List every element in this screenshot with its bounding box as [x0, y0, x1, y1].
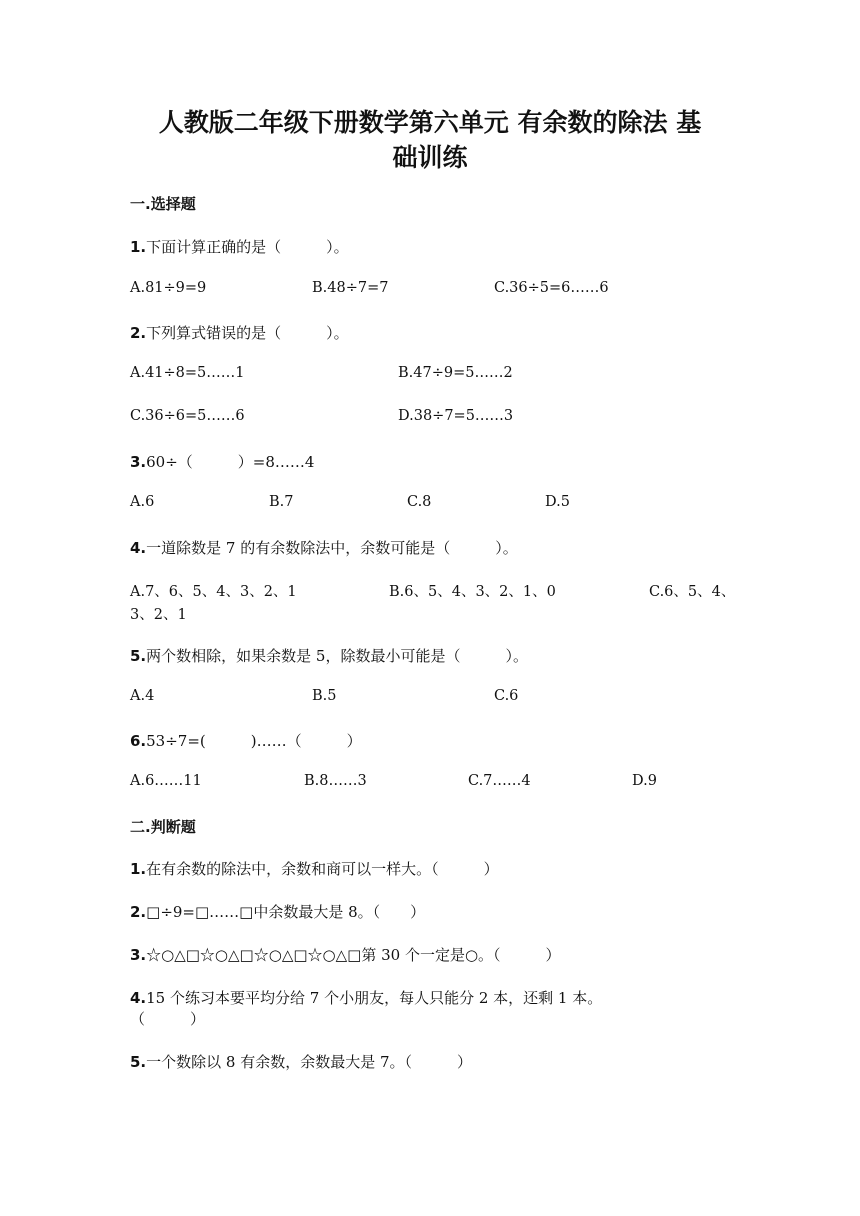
question-number: 3. — [130, 946, 147, 964]
option-a: A.6 — [130, 494, 155, 510]
option-a: A.7、6、5、4、3、2、1 — [130, 584, 297, 600]
option-d: D.5 — [545, 494, 570, 510]
section-heading-choice: 一.选择题 — [130, 195, 196, 213]
option-b: B.6、5、4、3、2、1、0 — [389, 584, 556, 600]
question-3 — [130, 451, 314, 472]
option-c: C.6、5、4、 — [649, 584, 736, 600]
judgment-2 — [130, 901, 425, 922]
question-number: 5. — [130, 1053, 147, 1071]
option-a: A.6……11 — [130, 773, 202, 789]
question-number: 1. — [130, 860, 147, 878]
question-text: 一个数除以 8 有余数，余数最大是 7。（ ） — [146, 1053, 473, 1071]
question-text: 15 个练习本要平均分给 7 个小朋友，每人只能分 2 本，还剩 1 本。 — [146, 989, 603, 1007]
question-text: 两个数相除，如果余数是 5，除数最小可能是（ ）。 — [146, 647, 528, 665]
judgment-4-answer-blank: （ ） — [130, 1010, 206, 1028]
judgment-4 — [130, 987, 602, 1008]
question-text: ☆○△□☆○△□☆○△□☆○△□第 30 个一定是○。（ ） — [146, 946, 561, 964]
question-number: 4. — [130, 989, 147, 1007]
question-text: □÷9=□……□中余数最大是 8。（ ） — [146, 903, 426, 921]
question-5 — [130, 645, 528, 666]
option-a: A.81÷9=9 — [130, 280, 207, 296]
question-number: 5. — [130, 647, 147, 665]
question-number: 1. — [130, 238, 147, 256]
option-d: D.38÷7=5……3 — [398, 408, 514, 424]
question-text: 一道除数是 7 的有余数除法中，余数可能是（ ）。 — [146, 539, 518, 557]
question-text: 下面计算正确的是（ ）。 — [146, 238, 349, 256]
question-text: 在有余数的除法中，余数和商可以一样大。（ ） — [146, 860, 499, 878]
option-b: B.7 — [269, 494, 294, 510]
option-a: A.4 — [130, 688, 155, 704]
question-number: 2. — [130, 903, 147, 921]
option-c: C.36÷6=5……6 — [130, 408, 245, 424]
option-c: C.8 — [407, 494, 432, 510]
question-6 — [130, 730, 362, 751]
judgment-1 — [130, 858, 499, 879]
question-4 — [130, 537, 518, 558]
question-text: 60÷（ ）=8……4 — [146, 453, 315, 471]
option-c: C.7……4 — [468, 773, 531, 789]
option-d: D.9 — [632, 773, 657, 789]
page-title-line-1: 人教版二年级下册数学第六单元 有余数的除法 基 — [158, 108, 702, 137]
option-c: C.36÷5=6……6 — [494, 280, 609, 296]
option-c: C.6 — [494, 688, 519, 704]
option-c-continued: 3、2、1 — [130, 607, 187, 623]
option-b: B.47÷9=5……2 — [398, 365, 513, 381]
question-text: 下列算式错误的是（ ）。 — [146, 324, 349, 342]
question-1 — [130, 236, 349, 257]
option-a: A.41÷8=5……1 — [130, 365, 245, 381]
question-number: 2. — [130, 324, 147, 342]
question-number: 6. — [130, 732, 147, 750]
question-number: 4. — [130, 539, 147, 557]
option-b: B.48÷7=7 — [312, 280, 389, 296]
option-b: B.8……3 — [304, 773, 367, 789]
section-heading-judgment: 二.判断题 — [130, 818, 196, 836]
judgment-3 — [130, 944, 561, 965]
question-2 — [130, 322, 349, 343]
question-number: 3. — [130, 453, 147, 471]
question-text: 53÷7=( )……（ ） — [146, 732, 362, 750]
page-title-line-2: 础训练 — [392, 143, 468, 172]
judgment-5 — [130, 1051, 472, 1072]
option-b: B.5 — [312, 688, 337, 704]
